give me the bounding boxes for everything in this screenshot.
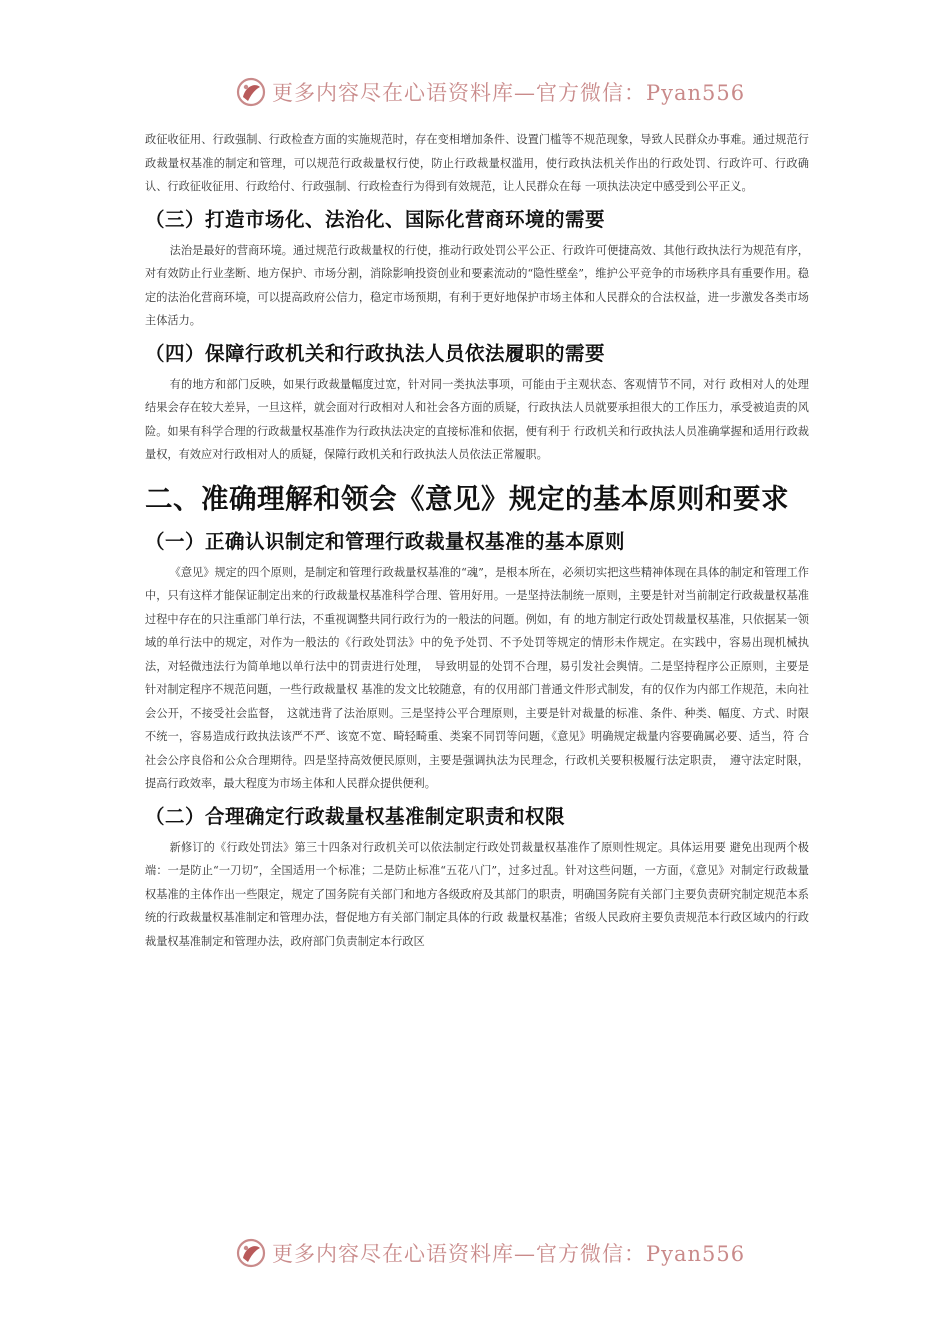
chapter-heading: 二、准确理解和领会《意见》规定的基本原则和要求 (145, 482, 789, 515)
paragraph: 有的地方和部门反映，如果行政裁量幅度过宽，针对同一类执法事项，可能由于主观状态、客观情节不同，对行 政相对人的处理结果会存在较大差异，一旦这样，就会面对行政相对人和社会各方面的质疑，行政执法人员就要承担很大的工作压力，承受被追责的风险。如果有科学合理的行政裁量权基准作为行政执法决定的直接标准和依据，便有利于 行政机关和行政执法人员准确掌握和适用行政裁量权，有效应对行政相对人的质疑，保障行政机关和行政执法人员依法正常履职。 (145, 377, 809, 461)
watermark-text: 更多内容尽在心语资料库—官方微信：Pyan556 (272, 81, 746, 105)
paragraph: 法治是最好的营商环境。通过规范行政裁量权的行使，推动行政处罚公平公正、行政许可便捷高效、其他行政执法行为规范有序，对有效防止行业垄断、地方保护、市场分割，消除影响投资创业和要素流动的“隐性壁垒”，维护公平竞争的市场秩序具有重要作用。稳定的法治化营商环境，可以提高政府公信力，稳定市场预期，有利于更好地保护市场主体和人民群众的合法权益，进一步激发各类市场主体活力。 (145, 243, 809, 327)
paragraph: 《意见》规定的四个原则，是制定和管理行政裁量权基准的“魂”，是根本所在，必须切实把这些精神体现在具体的制定和管理工作中，只有这样才能保证制定出来的行政裁量权基准科学合理、管用好用。一是坚持法制统一原则，主要是针对当前制定行政裁量权基准过程中存在的只注重部门单行法，不重视调整共同行政行为的一般法的问题。例如，有 的地方制定行政处罚裁量权基准，只依据某一领域的单行法中的规定，对作为一般法的《行政处罚法》中的免予处罚、不予处罚等规定的情形未作规定。在实践中，容易出现机械执法，对轻微违法行为简单地以单行法中的罚责进行处理， 导致明显的处罚不合理，易引发社会舆情。二是坚持程序公正原则，主要是针对制定程序不规范问题，一些行政裁量权 基准的发文比较随意，有的仅用部门普通文件形式制发，有的仅作为内部工作规范，未向社会公开，不接受社会监督， 这就违背了法治原则。三是坚持公平合理原则，主要是针对裁量的标准、条件、种类、幅度、方式、时限不统一，容易造成行政执法该严不严、该宽不宽、畸轻畸重、类案不同罚等问题，《意见》明确规定裁量内容要确属必要、适当，符 合社会公序良俗和公众合理期待。四是坚持高效便民原则，主要是强调执法为民理念，行政机关要积极履行法定职责， 遵守法定时限，提高行政效率，最大程度为市场主体和人民群众提供便利。 (145, 565, 809, 790)
brand-logo-icon (234, 75, 268, 109)
watermark-text: 更多内容尽在心语资料库—官方微信：Pyan556 (272, 1242, 746, 1266)
section-heading: （一）正确认识制定和管理行政裁量权基准的基本原则 (145, 529, 626, 553)
footer-watermark (0, 1233, 950, 1273)
document-body (145, 128, 809, 953)
header-watermark (0, 72, 950, 112)
section-heading: （三）打造市场化、法治化、国际化营商环境的需要 (145, 207, 606, 231)
paragraph: 政征收征用、行政强制、行政检查方面的实施规范时，存在变相增加条件、设置门槛等不规范现象，导致人民群众办事难。通过规范行政裁量权基准的制定和管理，可以规范行政裁量权行使，防止行政裁量权滥用，使行政执法机关作出的行政处罚、行政许可、行政确认、行政征收征用、行政给付、行政强制、行政检查行为得到有效规范，让人民群众在每 一项执法决定中感受到公平正义。 (145, 133, 809, 193)
section-heading: （二）合理确定行政裁量权基准制定职责和权限 (145, 804, 566, 828)
brand-logo-icon (234, 1236, 268, 1270)
paragraph: 新修订的《行政处罚法》第三十四条对行政机关可以依法制定行政处罚裁量权基准作了原则性规定。具体运用要 避免出现两个极端：一是防止“一刀切”，全国适用一个标准；二是防止标准“五花八门”，过多过乱。针对这些问题，一方面，《意见》对制定行政裁量权基准的主体作出一些限定，规定了国务院有关部门和地方各级政府及其部门的职责，明确国务院有关部门主要负责研究制定规范本系统的行政裁量权基准制定和管理办法，督促地方有关部门制定具体的行政 裁量权基准；省级人民政府主要负责规范本行政区域内的行政裁量权基准制定和管理办法，政府部门负责制定本行政区 (145, 840, 809, 948)
section-heading: （四）保障行政机关和行政执法人员依法履职的需要 (145, 341, 606, 365)
